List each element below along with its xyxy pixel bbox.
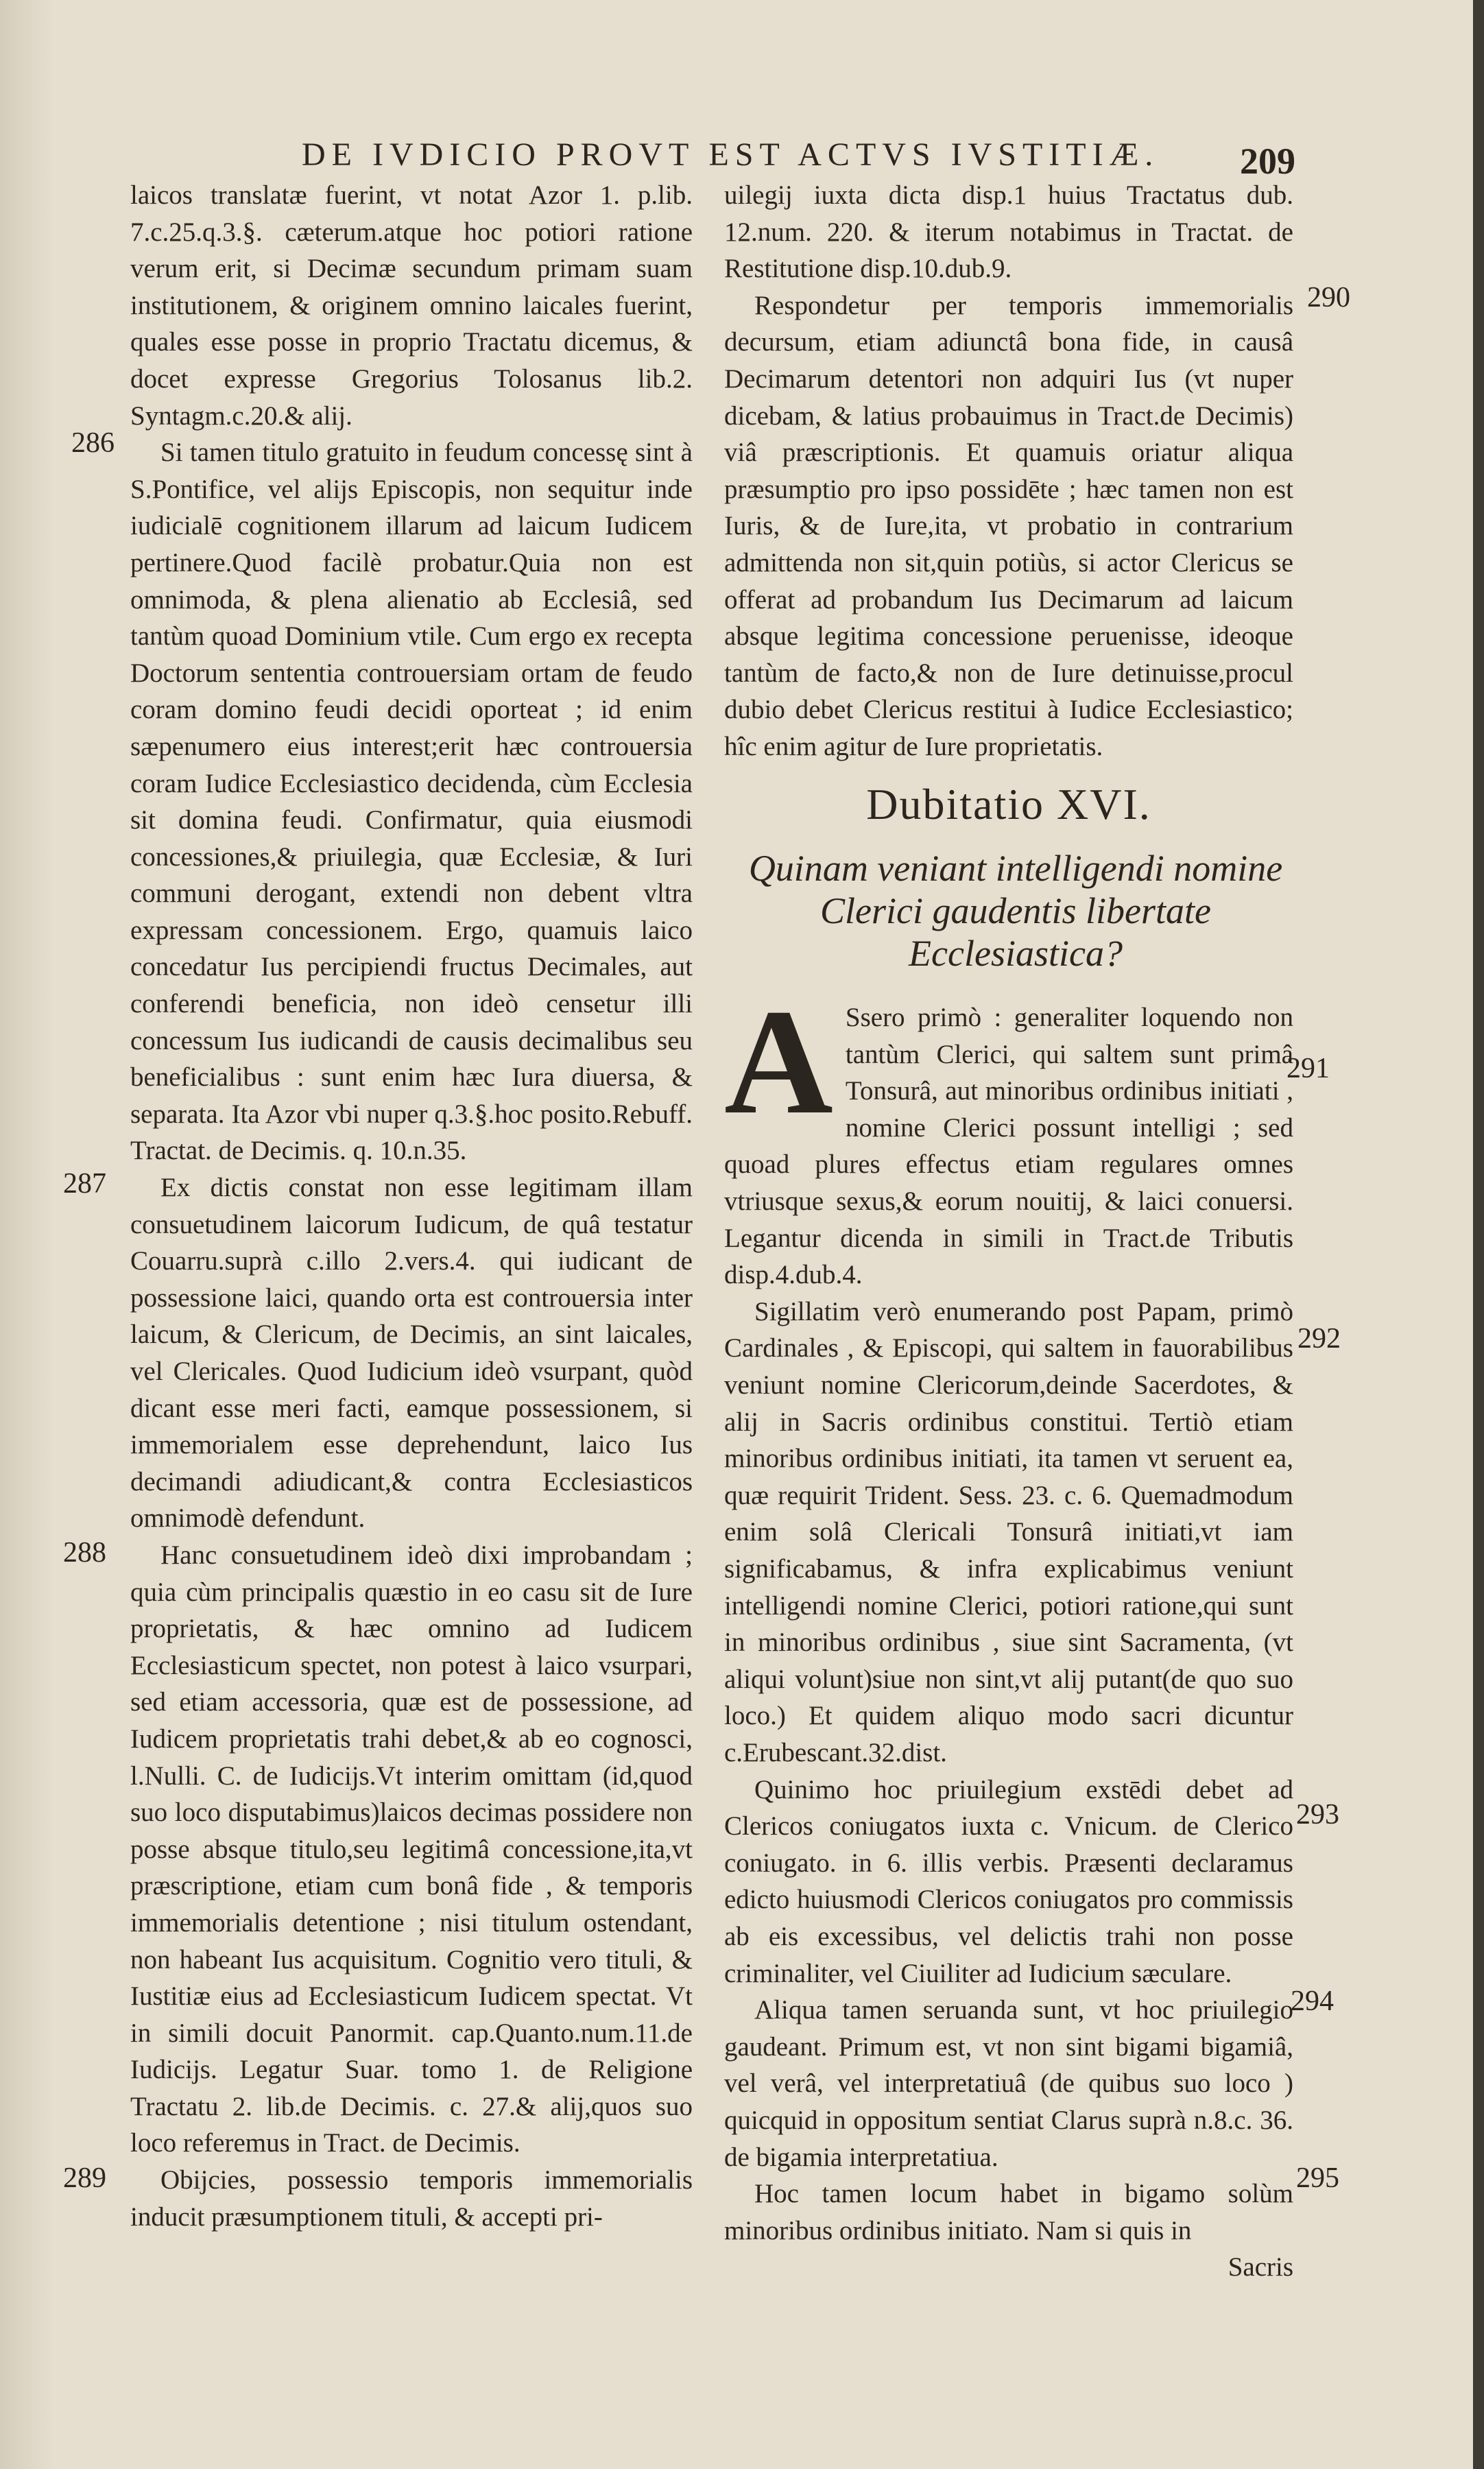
section-heading: Dubitatio XVI. [866,779,1151,828]
right-column [724,177,1293,2286]
catchword: Sacris [1228,2252,1293,2282]
margin-number: 291 [1286,1053,1330,1084]
paragraph: Aliqua tamen seruanda sunt, vt hoc priuilegio gaudeant. Primum est, vt non sint bigami bigamiâ, vel verâ, vel interpretatiuâ (de quibus suo loco ) quicquid in oppositum sentiat Clarus suprà n.8.c. 36. de bigamia interpretatiua. [724,1995,1293,2172]
running-head: DE IVDICIO PROVT EST ACTVS IVSTITIÆ. [302,136,1160,173]
paragraph-with-drop-cap [724,978,1293,1293]
paragraph: Si tamen titulo gratuito in feudum concessę sint à S.Pontifice, vel alijs Episcopis, non sequitur inde iudicialē cognitionem illarum ad laicum Iudicem pertinere.Quod facilè probatur.Quia non est omnimoda, & plena alienatio ab Ecclesiâ, sed tantùm quoad Dominium vtile. Cum ergo ex recepta Doctorum sententia controuersiam ortam de feudo coram domino feudi decidi oporteat ; id enim sæpenumero eius interest;erit hæc controuersia coram Iudice Ecclesiastico decidenda, cùm Ecclesia sit domina feudi. Confirmatur, quia eiusmodi concessiones,& priuilegia, quæ Ecclesiæ, & Iuri communi derogant, extendi non debent vltra expressam concessionem. Ergo, quamuis laico concedatur Ius percipiendi fructus Decimales, aut conferendi beneficia, non ideò censetur illi concessum Ius iudicandi de causis decimalibus seu beneficialibus : sunt enim hæc Iura diuersa, & separata. Ita Azor vbi nuper q.3.§.hoc posito.Rebuff. Tractat. de Decimis. q. 10.n.35. [130,438,693,1166]
question-title: Quinam veniant intelligendi nomine Clerici gaudentis libertate Ecclesiastica? [748,848,1283,975]
margin-number: 293 [1296,1799,1339,1830]
paragraph: Hanc consuetudinem ideò dixi improbandam ; quia cùm principalis quæstio in eo casu sit de Iure proprietatis, & hæc omnino ad Iudicem Ecclesiasticum spectet, non potest à laico vsurpari, sed etiam accessoria, quæ est de possessione, ad Iudicem proprietatis trahi debet,& ab eo cognosci, l.Nulli. C. de Iudicijs.Vt interim omittam (id,quod suo loco disputabimus)laicos decimas possidere non posse absque titulo,seu legitimâ concessione,ita,vt præscriptione, etiam cum bonâ fide , & temporis immemorialis detentione ; nisi titulum ostendant, non habeant Ius acquisitum. Cognitio vero tituli, & Iustitiæ eius ad Ecclesiasticum Iudicem spectat. Vt in simili docuit Panormit. cap.Quanto.num.11.de Iudicijs. Legatur Suar. tomo 1. de Religione Tractatu 2. lib.de Decimis. c. 27.& alij,quos suo loco referemus in Tract. de Decimis. [130,1540,693,2158]
margin-number: 294 [1291,1985,1334,2017]
margin-number: 292 [1297,1323,1341,1355]
page-number: 209 [1240,141,1295,182]
paragraph: laicos translatæ fuerint, vt notat Azor 1. p.lib. 7.c.25.q.3.§. cæterum.atque hoc potiori ratione verum erit, si Decimæ secundum primam suam institutionem, & originem omnino laicales fuerint, quales esse posse in proprio Tractatu dicemus, & docet expresse Gregorius Tolosanus lib.2. Syntagm.c.20.& alij. [130,180,693,431]
paragraph: Sigillatim verò enumerando post Papam, primò Cardinales , & Episcopi, qui saltem in fauorabilibus veniunt nomine Clericorum,deinde Sacerdotes, & alij in Sacris ordinibus constitui. Tertiò etiam minoribus ordinibus initiati, ita tamen vt seruent ea, quæ requirit Trident. Sess. 23. c. 6. Quemadmodum enim solâ Clericali Tonsurâ initiati,vt iam significabamus, & infra explicabimus veniunt intelligendi nomine Clerici, potiori ratione,qui sunt in minoribus ordinibus , siue sint Sacramenta, (vt aliqui volunt)siue non sint,vt alij putant(de quo suo loco.) Et quidem aliquo modo sacri dicuntur c.Erubescant.32.dist. [724,1296,1293,1767]
left-column [130,177,693,2235]
paragraph: Respondetur per temporis immemorialis decursum, etiam adiunctâ bona fide, in causâ Decimarum detentori non adquiri Ius (vt nuper dicebam, & latius probauimus in Tract.de Decimis) viâ præscriptionis. Et quamuis oriatur aliqua præsumptio pro ipso possidēte ; hæc tamen non est Iuris, & de Iure,ita, vt probatio in contrarium admittenda non sit,quin potiùs, si actor Clericus se offerat ad probandum Ius Decimarum ad laicum absque legitima concessione peruenisse, ideoque tantùm de facto,& non de Iure detinuisse,procul dubio debet Clericus restitui à Iudice Ecclesiastico; hîc enim agitur de Iure proprietatis. [724,290,1293,761]
paragraph-text: Ssero primò : generaliter loquendo non tantùm Clerici, qui saltem sunt primâ Tonsurâ, aut minoribus ordinibus initiati , nomine Clerici possunt intelligi ; sed quoad plures effectus etiam regulares omnes vtriusque sexus,& eorum nouitij, & laici conuersi. Legantur dicenda in simili in Tract.de Tributis disp.4.dub.4. [724,1003,1293,1290]
paragraph: Ex dictis constat non esse legitimam illam consuetudinem laicorum Iudicum, de quâ testatur Couarru.suprà c.illo 2.vers.4. qui iudicant de possessione laici, quando orta est controuersia inter laicum, & Clericum, de Decimis, an sint laicales, vel Clericales. Quod Iudicium ideò vsurpant, quòd dicant esse meri facti, eamque possessionem, si immemorialem esse deprehendunt, laico Ius decimandi adiudicant,& contra Ecclesiasticos omnimodè defendunt. [130,1173,693,1534]
drop-cap: A [724,978,833,1146]
margin-number: 286 [71,427,115,459]
margin-number: 287 [63,1168,106,1200]
paragraph: uilegij iuxta dicta disp.1 huius Tractatus dub. 12.num. 220. & iterum notabimus in Tractat. de Restitutione disp.10.dub.9. [724,180,1293,284]
margin-number: 290 [1307,282,1350,313]
paragraph: Quinimo hoc priuilegium exstēdi debet ad Clericos coniugatos iuxta c. Vnicum. de Clerico coniugato. in 6. illis verbis. Præsenti declaramus edicto huiusmodi Clericos coniugatos pro commissis ab eis excessibus, vel delictis trahi non posse criminaliter, vel Ciuiliter ad Iudicium sæculare. [724,1774,1293,1988]
margin-number: 288 [63,1537,106,1569]
paragraph: Hoc tamen locum habet in bigamo solùm minoribus ordinibus initiato. Nam si quis in [724,2179,1293,2245]
paragraph: Obijcies, possessio temporis immemorialis inducit præsumptionem tituli, & accepti pri- [130,2165,693,2232]
page-edge [1473,0,1484,2469]
margin-number: 295 [1296,2162,1339,2194]
margin-number: 289 [63,2162,106,2194]
